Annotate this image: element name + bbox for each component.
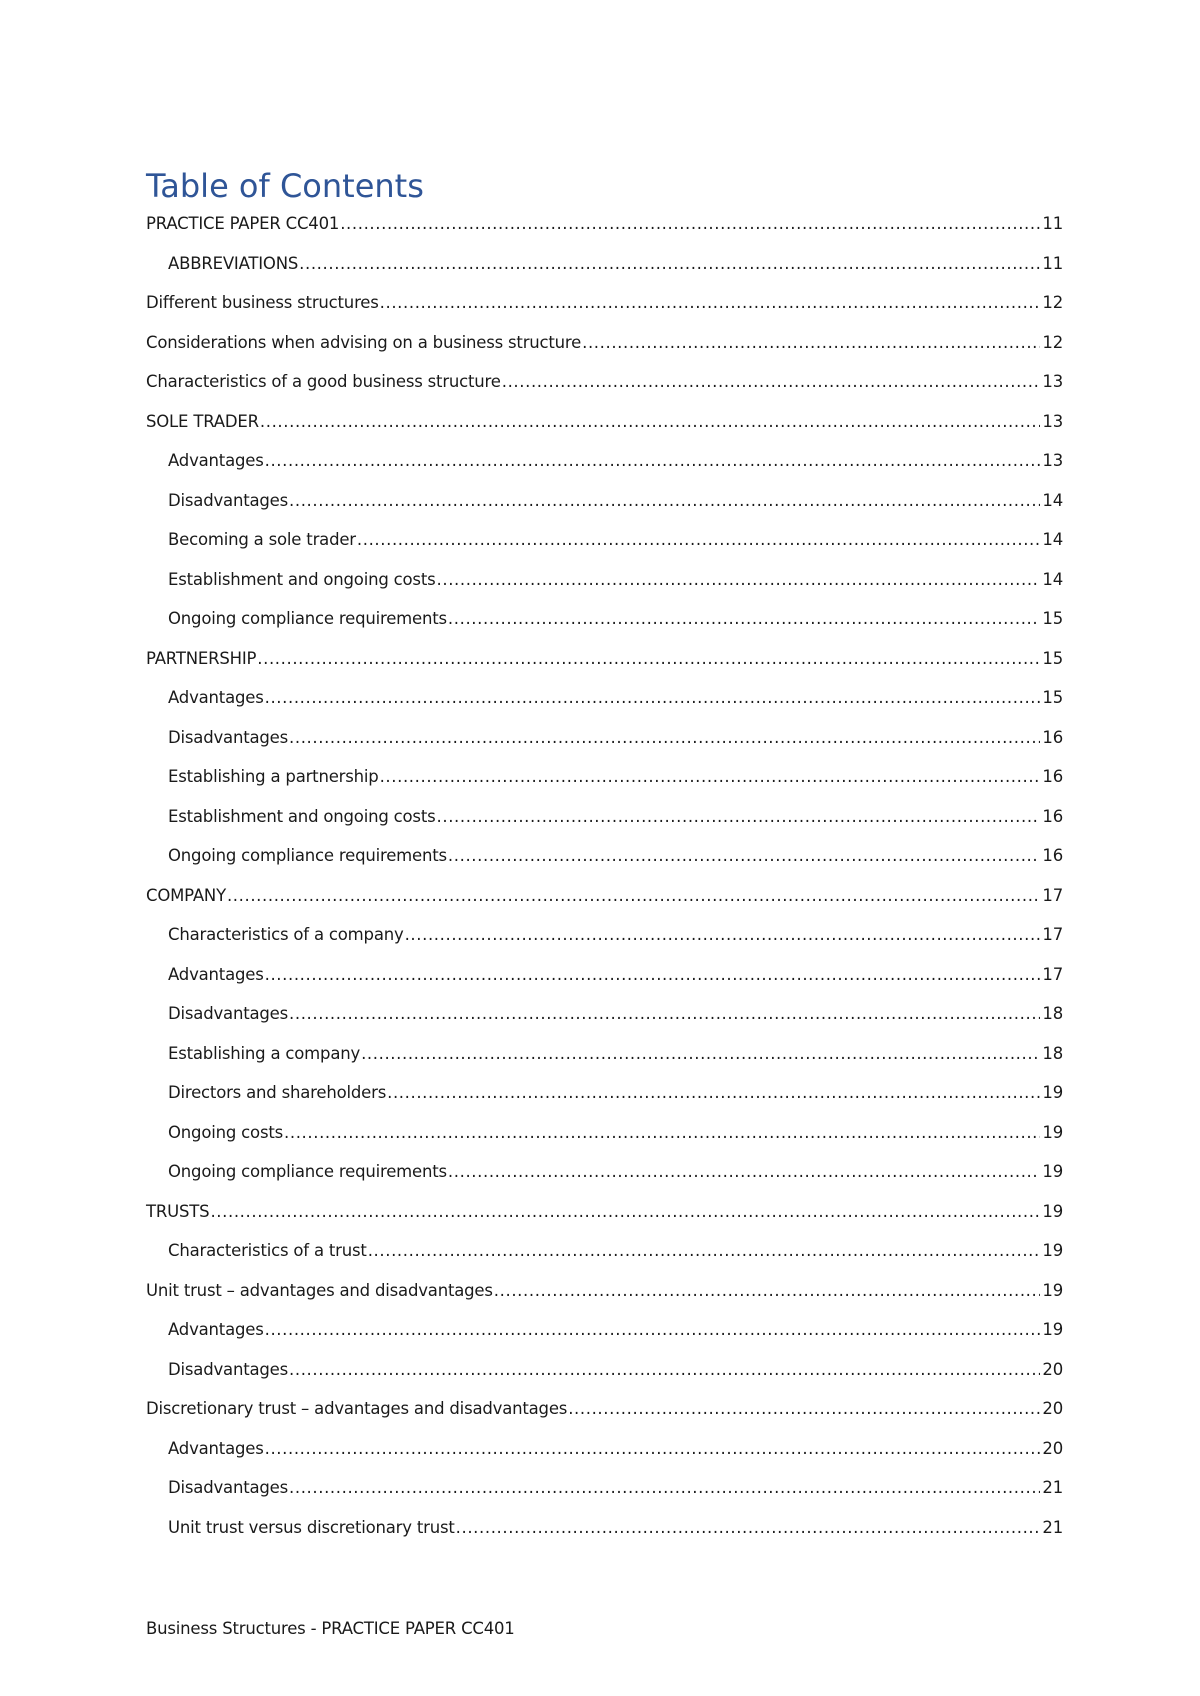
toc-entry-page-number[interactable]: 16: [1042, 727, 1063, 747]
toc-entry-label[interactable]: Establishment and ongoing costs: [168, 569, 436, 589]
toc-dot-leader: [448, 605, 1040, 633]
toc-entry-page-number[interactable]: 15: [1042, 609, 1063, 628]
toc-entry[interactable]: [146, 803, 1063, 843]
toc-entry-label[interactable]: Ongoing costs: [168, 1122, 284, 1142]
toc-entry[interactable]: [146, 408, 1063, 448]
toc-dot-leader: [299, 250, 1040, 278]
toc-dot-leader: [368, 1237, 1041, 1265]
toc-entry[interactable]: [146, 447, 1063, 487]
toc-entry-page-number[interactable]: 13: [1042, 411, 1063, 431]
toc-entry-page-number[interactable]: 21: [1042, 1478, 1063, 1497]
toc-dot-leader: [380, 289, 1041, 317]
toc-dot-leader: [448, 1158, 1040, 1186]
page-title: Table of Contents: [146, 167, 424, 205]
toc-dot-leader: [260, 408, 1041, 436]
toc-entry[interactable]: [146, 1158, 1063, 1198]
toc-entry-label[interactable]: COMPANY: [146, 885, 226, 905]
toc-entry-page-number[interactable]: 12: [1042, 293, 1063, 312]
toc-entry[interactable]: [146, 1474, 1063, 1514]
toc-entry-page-number[interactable]: 18: [1042, 1004, 1063, 1023]
toc-dot-leader: [227, 882, 1040, 910]
toc-entry[interactable]: [146, 961, 1063, 1001]
toc-entry-label[interactable]: Unit trust versus discretionary trust: [168, 1517, 455, 1537]
toc-dot-leader: [257, 645, 1040, 673]
toc-entry[interactable]: [146, 1514, 1063, 1554]
toc-entry[interactable]: [146, 605, 1063, 645]
toc-dot-leader: [265, 684, 1041, 712]
toc-entry-label[interactable]: PRACTICE PAPER CC401: [146, 214, 340, 233]
toc-entry-label[interactable]: Disadvantages: [168, 1359, 289, 1379]
toc-dot-leader: [265, 1316, 1041, 1344]
toc-entry[interactable]: [146, 1040, 1063, 1080]
toc-entry-page-number[interactable]: 19: [1042, 1122, 1063, 1142]
toc-entry-page-number[interactable]: 20: [1042, 1399, 1063, 1418]
toc-dot-leader: [289, 1356, 1040, 1384]
toc-entry-page-number[interactable]: 13: [1042, 372, 1063, 391]
toc-entry-label[interactable]: Ongoing compliance requirements: [168, 846, 447, 865]
toc-entry-label[interactable]: Ongoing compliance requirements: [168, 609, 447, 628]
toc-dot-leader: [387, 1079, 1040, 1107]
toc-dot-leader: [340, 210, 1040, 238]
toc-entry-label[interactable]: ABBREVIATIONS: [168, 253, 299, 273]
toc-entry-label[interactable]: Unit trust – advantages and disadvantages: [146, 1280, 493, 1300]
toc-dot-leader: [265, 961, 1041, 989]
toc-entry-label[interactable]: Establishment and ongoing costs: [168, 806, 436, 826]
toc-dot-leader: [494, 1277, 1041, 1305]
toc-entry-page-number[interactable]: 16: [1042, 806, 1063, 826]
toc-entry-label[interactable]: Disadvantages: [168, 727, 289, 747]
toc-entry-label[interactable]: Advantages: [168, 964, 264, 984]
toc-entry-label[interactable]: Directors and shareholders: [168, 1083, 387, 1102]
toc-entry-label[interactable]: Advantages: [168, 451, 264, 470]
toc-entry-label[interactable]: Considerations when advising on a business structure: [146, 332, 582, 352]
toc-entry[interactable]: [146, 684, 1063, 724]
toc-entry-label[interactable]: SOLE TRADER: [146, 411, 259, 431]
toc-entry-label[interactable]: Disadvantages: [168, 1004, 289, 1023]
toc-entry[interactable]: [146, 210, 1063, 250]
toc-entry[interactable]: [146, 526, 1063, 566]
toc-entry[interactable]: [146, 250, 1063, 290]
toc-entry-page-number[interactable]: 19: [1042, 1162, 1063, 1181]
toc-entry[interactable]: [146, 329, 1063, 369]
toc-entry-page-number[interactable]: 14: [1042, 569, 1063, 589]
toc-entry-page-number[interactable]: 19: [1042, 1320, 1063, 1339]
toc-entry[interactable]: [146, 1237, 1063, 1277]
table-of-contents: [146, 210, 1063, 1553]
toc-entry[interactable]: [146, 763, 1063, 803]
toc-dot-leader: [582, 329, 1040, 357]
toc-entry-label[interactable]: Different business structures: [146, 293, 379, 312]
toc-entry[interactable]: [146, 1198, 1063, 1238]
page-footer: Business Structures - PRACTICE PAPER CC401: [146, 1619, 515, 1638]
toc-entry[interactable]: [146, 842, 1063, 882]
toc-entry-page-number[interactable]: 15: [1042, 688, 1063, 707]
toc-entry-page-number[interactable]: 19: [1042, 1083, 1063, 1102]
toc-entry-label[interactable]: Disadvantages: [168, 490, 289, 510]
toc-entry[interactable]: [146, 1316, 1063, 1356]
toc-dot-leader: [568, 1395, 1040, 1423]
toc-entry-page-number[interactable]: 20: [1042, 1359, 1063, 1379]
toc-entry-label[interactable]: PARTNERSHIP: [146, 648, 257, 668]
toc-entry-label[interactable]: Characteristics of a trust: [168, 1241, 367, 1260]
toc-dot-leader: [265, 1435, 1041, 1463]
toc-entry-label[interactable]: Establishing a partnership: [168, 767, 379, 786]
toc-dot-leader: [289, 1000, 1040, 1028]
toc-entry-page-number[interactable]: 19: [1042, 1201, 1063, 1221]
toc-entry[interactable]: [146, 921, 1063, 961]
toc-dot-leader: [289, 487, 1040, 515]
toc-entry-label[interactable]: Advantages: [168, 1438, 264, 1458]
toc-entry-page-number[interactable]: 15: [1042, 648, 1063, 668]
toc-entry-page-number[interactable]: 21: [1042, 1517, 1063, 1537]
toc-entry-page-number[interactable]: 13: [1042, 451, 1063, 470]
toc-entry-label[interactable]: Characteristics of a company: [168, 925, 404, 944]
toc-entry-page-number[interactable]: 12: [1042, 332, 1063, 352]
toc-dot-leader: [265, 447, 1041, 475]
toc-entry[interactable]: [146, 882, 1063, 922]
toc-dot-leader: [210, 1198, 1040, 1226]
toc-entry[interactable]: [146, 368, 1063, 408]
toc-dot-leader: [437, 803, 1041, 831]
toc-entry[interactable]: [146, 1435, 1063, 1475]
toc-entry[interactable]: [146, 566, 1063, 606]
toc-entry[interactable]: [146, 1356, 1063, 1396]
toc-entry-label[interactable]: Establishing a company: [168, 1043, 361, 1063]
toc-entry[interactable]: [146, 1277, 1063, 1317]
toc-entry-page-number[interactable]: 17: [1042, 925, 1063, 944]
toc-entry-page-number[interactable]: 17: [1042, 885, 1063, 905]
toc-entry[interactable]: [146, 1395, 1063, 1435]
toc-dot-leader: [289, 1474, 1040, 1502]
toc-dot-leader: [361, 1040, 1040, 1068]
toc-entry-page-number[interactable]: 16: [1042, 846, 1063, 865]
toc-entry-page-number[interactable]: 11: [1042, 253, 1063, 273]
toc-entry[interactable]: [146, 487, 1063, 527]
toc-entry[interactable]: [146, 1000, 1063, 1040]
toc-entry-page-number[interactable]: 14: [1042, 530, 1063, 549]
toc-entry-label[interactable]: Ongoing compliance requirements: [168, 1162, 447, 1181]
toc-dot-leader: [380, 763, 1041, 791]
toc-entry-label[interactable]: Advantages: [168, 688, 264, 707]
toc-entry-page-number[interactable]: 14: [1042, 490, 1063, 510]
toc-entry[interactable]: [146, 1119, 1063, 1159]
toc-dot-leader: [357, 526, 1041, 554]
toc-dot-leader: [502, 368, 1041, 396]
toc-dot-leader: [448, 842, 1040, 870]
toc-entry-page-number[interactable]: 19: [1042, 1241, 1063, 1260]
toc-dot-leader: [405, 921, 1041, 949]
toc-entry-page-number[interactable]: 20: [1042, 1438, 1063, 1458]
toc-entry-label[interactable]: Discretionary trust – advantages and disadvantages: [146, 1399, 568, 1418]
toc-entry-page-number[interactable]: 18: [1042, 1043, 1063, 1063]
toc-entry[interactable]: [146, 1079, 1063, 1119]
toc-dot-leader: [456, 1514, 1041, 1542]
toc-entry-label[interactable]: Disadvantages: [168, 1478, 289, 1497]
toc-entry-page-number[interactable]: 11: [1042, 214, 1063, 233]
toc-dot-leader: [284, 1119, 1040, 1147]
toc-entry-page-number[interactable]: 19: [1042, 1280, 1063, 1300]
toc-entry-label[interactable]: Advantages: [168, 1320, 264, 1339]
toc-entry-label[interactable]: Becoming a sole trader: [168, 530, 356, 549]
toc-entry-page-number[interactable]: 17: [1042, 964, 1063, 984]
toc-entry[interactable]: [146, 645, 1063, 685]
toc-entry-label[interactable]: Characteristics of a good business structure: [146, 372, 501, 391]
toc-entry[interactable]: [146, 724, 1063, 764]
toc-entry-page-number[interactable]: 16: [1042, 767, 1063, 786]
toc-dot-leader: [437, 566, 1041, 594]
toc-entry[interactable]: [146, 289, 1063, 329]
toc-dot-leader: [289, 724, 1040, 752]
toc-entry-label[interactable]: TRUSTS: [146, 1201, 210, 1221]
